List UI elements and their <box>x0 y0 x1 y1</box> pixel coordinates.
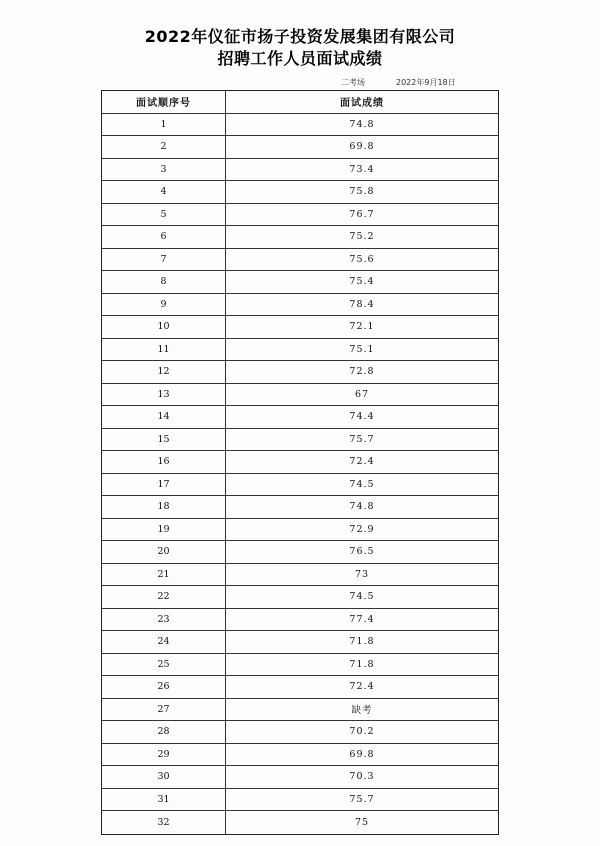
score-cell: 72.1 <box>349 321 375 333</box>
header-seq: 面试顺序号 <box>102 91 226 113</box>
score-cell: 74.5 <box>349 478 375 490</box>
seq-cell: 21 <box>102 564 226 586</box>
table-row <box>102 249 498 272</box>
table-row <box>102 361 498 384</box>
score-cell: 71.8 <box>349 636 375 648</box>
seq-cell: 1 <box>102 114 226 136</box>
score-cell: 74.5 <box>349 591 375 603</box>
score-cell: 缺考 <box>351 705 373 717</box>
seq-cell: 15 <box>102 429 226 451</box>
table-row <box>102 181 498 204</box>
table-row <box>102 474 498 497</box>
table-row <box>102 519 498 542</box>
table-row <box>102 721 498 744</box>
seq-cell: 2 <box>102 136 226 158</box>
table-row <box>102 609 498 632</box>
score-cell: 70.2 <box>349 726 375 738</box>
document-subtitle: 招聘工作人员面试成绩 <box>217 49 383 68</box>
table-row <box>102 271 498 294</box>
seq-cell: 31 <box>102 789 226 811</box>
seq-cell: 23 <box>102 609 226 631</box>
seq-cell: 14 <box>102 406 226 428</box>
score-cell: 74.8 <box>349 118 375 130</box>
document-title: 2022年仪征市扬子投资发展集团有限公司 <box>144 27 456 46</box>
score-cell: 78.4 <box>349 298 375 310</box>
score-cell: 73.4 <box>349 163 375 175</box>
seq-cell: 7 <box>102 249 226 271</box>
table-row <box>102 316 498 339</box>
seq-cell: 19 <box>102 519 226 541</box>
table-row <box>102 406 498 429</box>
table-row <box>102 676 498 699</box>
header-score: 面试成绩 <box>340 98 384 110</box>
seq-cell: 29 <box>102 744 226 766</box>
seq-cell: 22 <box>102 586 226 608</box>
seq-cell: 6 <box>102 226 226 248</box>
table-row <box>102 496 498 519</box>
exam-date-label: 2022年9月18日 <box>396 78 456 87</box>
table-row <box>102 631 498 654</box>
score-cell: 75.8 <box>349 186 375 198</box>
score-cell: 75 <box>354 816 370 828</box>
seq-cell: 3 <box>102 159 226 181</box>
seq-cell: 5 <box>102 204 226 226</box>
score-cell: 69.8 <box>349 141 375 153</box>
score-cell: 74.8 <box>349 501 375 513</box>
score-cell: 75.2 <box>349 231 375 243</box>
table-row <box>102 339 498 362</box>
table-row <box>102 204 498 227</box>
table-row <box>102 586 498 609</box>
seq-cell: 4 <box>102 181 226 203</box>
seq-cell: 20 <box>102 541 226 563</box>
table-row <box>102 564 498 587</box>
table-row <box>102 294 498 317</box>
score-cell: 71.8 <box>349 658 375 670</box>
seq-cell: 9 <box>102 294 226 316</box>
score-cell: 74.4 <box>349 411 375 423</box>
table-row <box>102 136 498 159</box>
table-body <box>102 114 498 834</box>
score-cell: 72.8 <box>349 366 375 378</box>
table-row <box>102 384 498 407</box>
seq-cell: 27 <box>102 699 226 721</box>
score-cell: 70.3 <box>349 771 375 783</box>
seq-cell: 12 <box>102 361 226 383</box>
table-header-row <box>102 91 498 114</box>
table-row <box>102 654 498 677</box>
table-row <box>102 766 498 789</box>
table-row <box>102 114 498 137</box>
seq-cell: 11 <box>102 339 226 361</box>
score-cell: 75.7 <box>349 793 375 805</box>
table-row <box>102 744 498 767</box>
score-cell: 72.9 <box>349 523 375 535</box>
score-cell: 72.4 <box>349 456 375 468</box>
table-row <box>102 159 498 182</box>
seq-cell: 30 <box>102 766 226 788</box>
score-cell: 75.6 <box>349 253 375 265</box>
score-cell: 76.5 <box>349 546 375 558</box>
table-row <box>102 451 498 474</box>
seq-cell: 8 <box>102 271 226 293</box>
seq-cell: 24 <box>102 631 226 653</box>
seq-cell: 25 <box>102 654 226 676</box>
score-cell: 73 <box>354 568 370 580</box>
table-row <box>102 226 498 249</box>
score-cell: 77.4 <box>349 613 375 625</box>
seq-cell: 26 <box>102 676 226 698</box>
table-row <box>102 699 498 722</box>
table-row <box>102 429 498 452</box>
table-row <box>102 541 498 564</box>
table-row <box>102 811 498 834</box>
scores-table <box>101 90 499 835</box>
seq-cell: 10 <box>102 316 226 338</box>
score-cell: 67 <box>354 388 370 400</box>
score-cell: 75.1 <box>349 343 375 355</box>
seq-cell: 16 <box>102 451 226 473</box>
table-row <box>102 789 498 812</box>
score-cell: 72.4 <box>349 681 375 693</box>
seq-cell: 32 <box>102 811 226 834</box>
score-cell: 75.7 <box>349 433 375 445</box>
seq-cell: 17 <box>102 474 226 496</box>
seq-cell: 18 <box>102 496 226 518</box>
seq-cell: 13 <box>102 384 226 406</box>
seq-cell: 28 <box>102 721 226 743</box>
score-cell: 69.8 <box>349 748 375 760</box>
score-cell: 76.7 <box>349 208 375 220</box>
exam-venue-label: 二考场 <box>341 78 365 87</box>
score-cell: 75.4 <box>349 276 375 288</box>
